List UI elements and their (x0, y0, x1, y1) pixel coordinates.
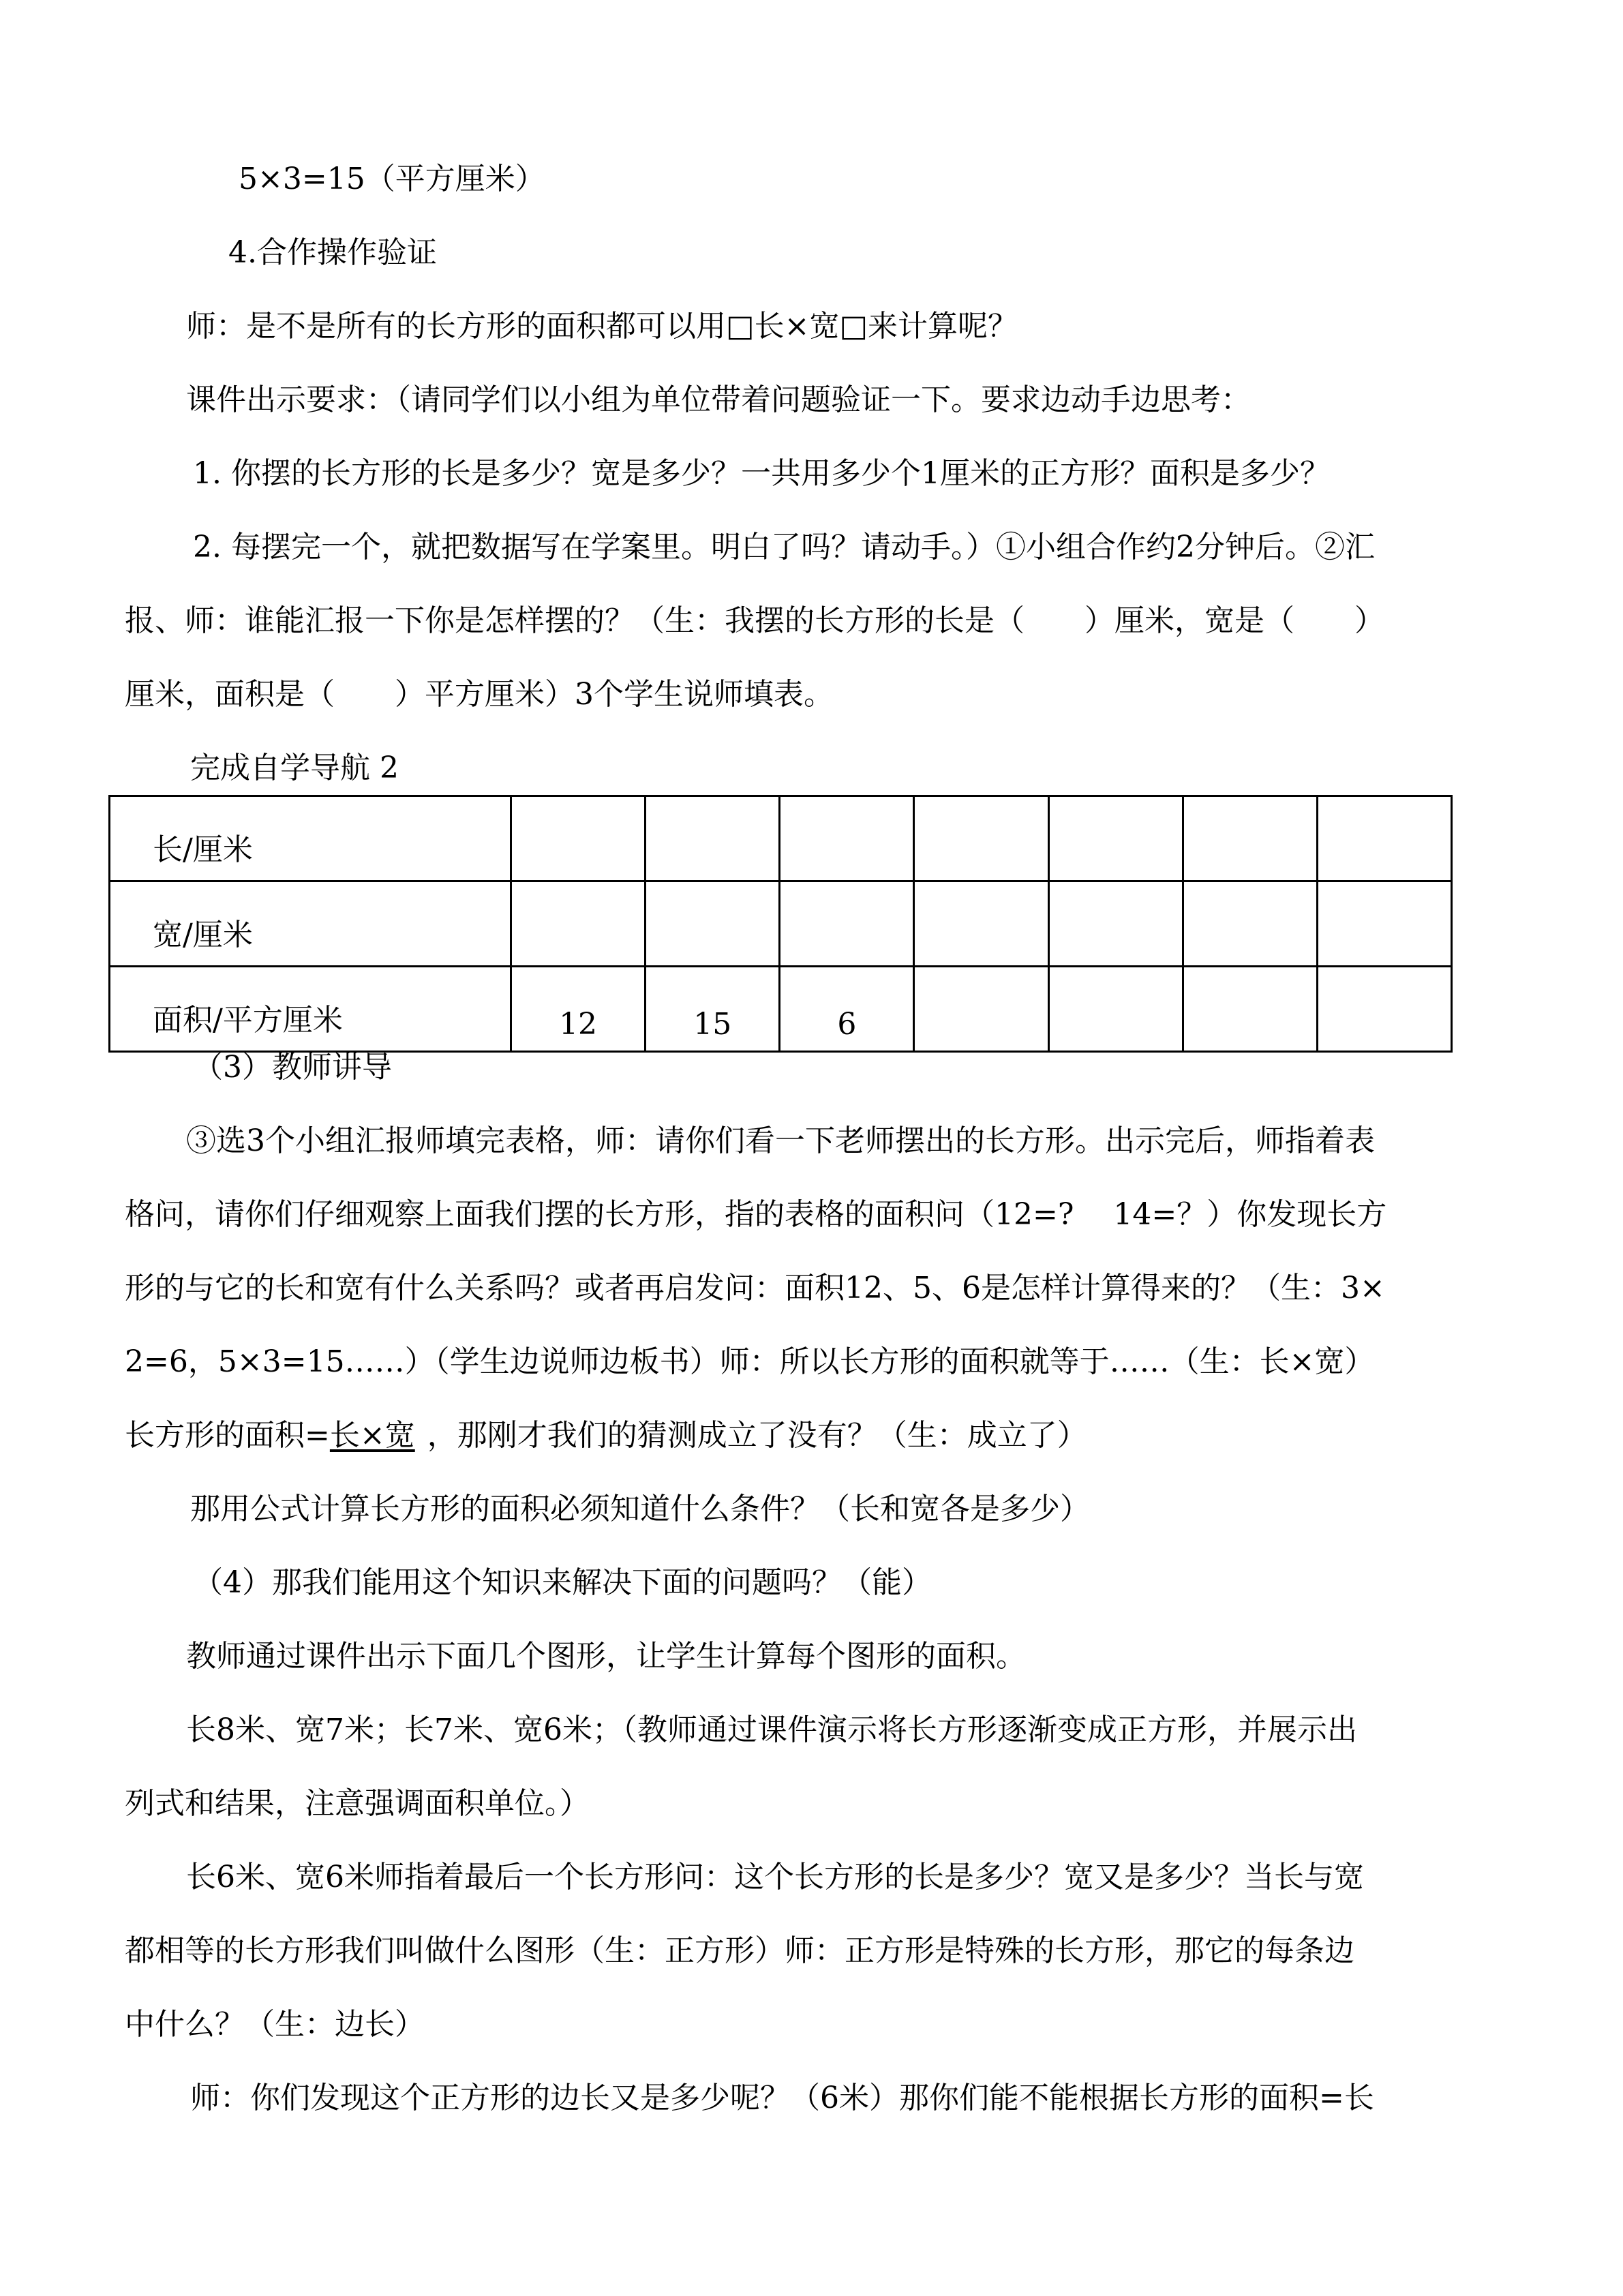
paragraph-line: 形的与它的长和宽有什么关系吗？或者再启发问：面积12、5、6是怎样计算得来的？（生：3× (125, 1271, 1385, 1305)
table-cell (1183, 881, 1317, 967)
table-cell (1048, 967, 1183, 1052)
paragraph-line: 报、师：谁能汇报一下你是怎样摆的？（生：我摆的长方形的长是（ ）厘米，宽是（ ） (125, 603, 1384, 638)
table-cell (1048, 796, 1183, 881)
table-cell (914, 796, 1048, 881)
formula-underlined: 长×宽 (329, 1418, 415, 1453)
paragraph-line: 长8米、宽7米；长7米、宽6米；（教师通过课件演示将长方形逐渐变成正方形，并展示出 (186, 1712, 1357, 1747)
formula-tail: ，那刚才我们的猜测成立了没有？（生：成立了） (427, 1418, 1087, 1453)
table-cell (1183, 796, 1317, 881)
table-cell (1317, 881, 1451, 967)
paragraph-line: 都相等的长方形我们叫做什么图形（生：正方形）师：正方形是特殊的长方形，那它的每条边 (125, 1933, 1354, 1968)
table-row-width (110, 881, 1452, 967)
paragraph-line: 师：你们发现这个正方形的边长又是多少呢？（6米）那你们能不能根据长方形的面积=长 (190, 2081, 1374, 2115)
table-row-area (110, 967, 1452, 1052)
paragraph-line: 中什么？（生：边长） (125, 2007, 425, 2042)
formula-line (125, 1415, 1502, 1456)
area-value-cell: 15 (646, 967, 780, 1052)
list-item-2: 2. 每摆完一个，就把数据写在学案里。明白了吗？请动手。）①小组合作约2分钟后。②汇 (193, 530, 1375, 564)
table-cell (646, 796, 780, 881)
table-cell (780, 881, 914, 967)
paragraph-line: 厘米，面积是（ ）平方厘米）3个学生说师填表。 (125, 677, 834, 712)
table-cell (780, 796, 914, 881)
area-value-cell: 12 (511, 967, 646, 1052)
paragraph-line: 那用公式计算长方形的面积必须知道什么条件？（长和宽各是多少） (190, 1492, 1090, 1526)
table-cell (646, 881, 780, 967)
paragraph-line: 长6米、宽6米师指着最后一个长方形问：这个长方形的长是多少？宽又是多少？当长与宽 (186, 1860, 1364, 1894)
calc-line: 5×3=15（平方厘米） (239, 162, 545, 196)
area-value-cell: 6 (780, 967, 914, 1052)
formula-label: 长方形的面积= (125, 1418, 330, 1453)
table-caption: 完成自学导航 2 (190, 751, 399, 785)
table-cell (511, 881, 646, 967)
row-label-area: 面积/平方厘米 (110, 967, 511, 1052)
table-cell (914, 967, 1048, 1052)
table-row-length (110, 796, 1452, 881)
table-cell (1183, 967, 1317, 1052)
paragraph-line: 格问，请你们仔细观察上面我们摆的长方形，指的表格的面积问（12=? 14=？）你发现长方 (125, 1197, 1387, 1232)
table-cell (1317, 967, 1451, 1052)
table-cell (1317, 796, 1451, 881)
paragraph-line: 师：是不是所有的长方形的面积都可以用□长×宽□来计算呢？ (186, 309, 1018, 344)
paragraph-line: 2=6，5×3=15……）（学生边说师边板书）师：所以长方形的面积就等于……（生：长×宽） (125, 1344, 1375, 1379)
section-heading-teacher: （3）教师讲导 (193, 1050, 392, 1085)
paragraph-line: 列式和结果，注意强调面积单位。） (125, 1786, 590, 1821)
row-label-length: 长/厘米 (110, 796, 511, 881)
paragraph-line: 教师通过课件出示下面几个图形，让学生计算每个图形的面积。 (186, 1639, 1026, 1674)
section-heading-cooperative: 4.合作操作验证 (228, 235, 437, 270)
table-cell (914, 881, 1048, 967)
row-label-width: 宽/厘米 (110, 881, 511, 967)
paragraph-line: ③选3个小组汇报师填完表格，师：请你们看一下老师摆出的长方形。出示完后，师指着表 (186, 1123, 1375, 1158)
section-heading-4: （4）那我们能用这个知识来解决下面的问题吗？（能） (193, 1565, 932, 1600)
paragraph-line: 课件出示要求：（请同学们以小组为单位带着问题验证一下。要求边动手边思考： (186, 382, 1251, 417)
table-cell (1048, 881, 1183, 967)
table-cell (511, 796, 646, 881)
list-item-1: 1. 你摆的长方形的长是多少？宽是多少？一共用多少个1厘米的正方形？面积是多少？ (193, 456, 1330, 491)
self-study-table (108, 795, 1453, 1053)
